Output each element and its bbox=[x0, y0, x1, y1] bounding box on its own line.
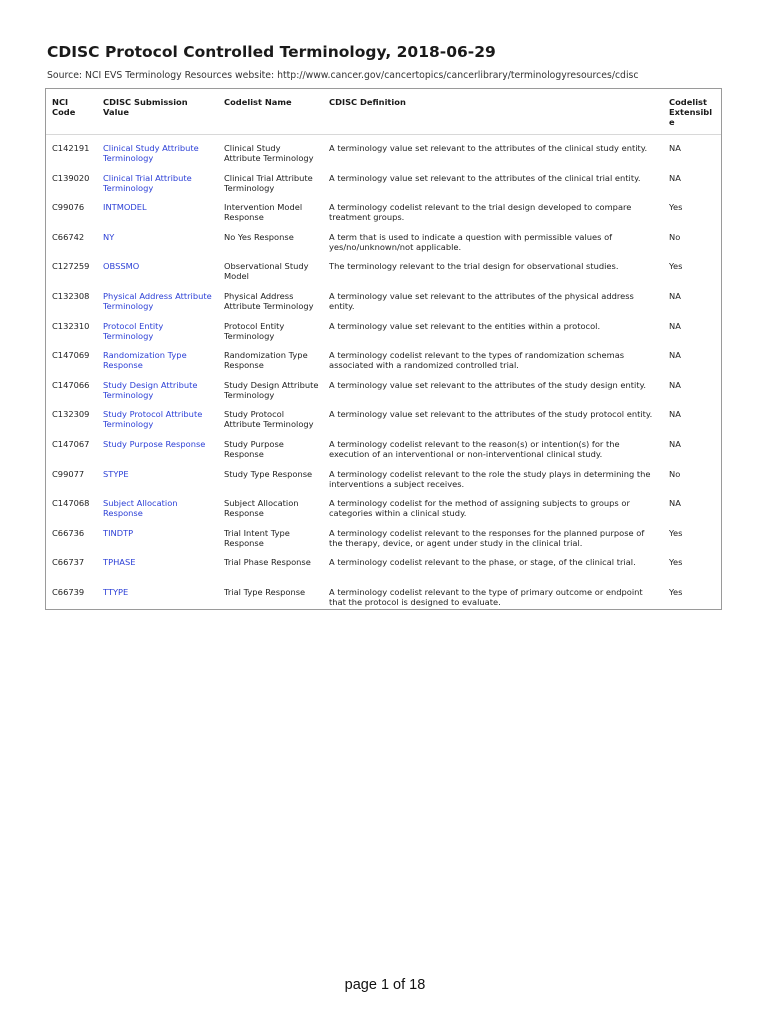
submission-value-link[interactable]: TPHASE bbox=[103, 557, 136, 568]
extensible-cell: NA bbox=[669, 379, 681, 390]
submission-value-link[interactable]: Study Protocol Attribute Terminology bbox=[103, 409, 203, 430]
submission-value-link[interactable]: STYPE bbox=[103, 468, 129, 479]
table-row bbox=[46, 224, 721, 254]
definition-cell: A terminology codelist relevant to the trial design developed to compare treatment groups. bbox=[329, 202, 632, 223]
table-row bbox=[46, 401, 721, 431]
extensible-cell: Yes bbox=[669, 527, 683, 538]
extensible-cell: No bbox=[669, 231, 681, 242]
submission-value-link[interactable]: Study Purpose Response bbox=[103, 438, 206, 449]
table-row bbox=[46, 372, 721, 402]
submission-value-link[interactable]: Physical Address Attribute Terminology bbox=[103, 290, 212, 311]
extensible-cell: Yes bbox=[669, 202, 683, 213]
submission-value-link[interactable]: TTYPE bbox=[103, 586, 129, 597]
nci-code-cell: C132310 bbox=[52, 320, 90, 331]
nci-code-cell: C66736 bbox=[52, 527, 85, 538]
nci-code-cell: C66742 bbox=[52, 231, 85, 242]
header-definition: CDISC Definition bbox=[329, 97, 406, 107]
table-row bbox=[46, 194, 721, 224]
header-codelist-name: Codelist Name bbox=[224, 97, 292, 107]
nci-code-cell: C66737 bbox=[52, 557, 85, 568]
definition-cell: A terminology codelist relevant to the reason(s) or intention(s) for the execution of an interventional or non-interventional clinical study. bbox=[329, 438, 620, 459]
table-row bbox=[46, 313, 721, 343]
nci-code-cell: C147069 bbox=[52, 350, 90, 361]
table-row bbox=[46, 461, 721, 491]
nci-code-cell: C66739 bbox=[52, 586, 85, 597]
nci-code-cell: C127259 bbox=[52, 261, 90, 272]
table-row bbox=[46, 579, 721, 609]
header-nci-code: NCI Code bbox=[52, 97, 76, 117]
extensible-cell: Yes bbox=[669, 261, 683, 272]
codelist-name-cell: Subject Allocation Response bbox=[224, 498, 299, 519]
codelist-name-cell: Trial Type Response bbox=[224, 586, 306, 597]
nci-code-cell: C147066 bbox=[52, 379, 90, 390]
extensible-cell: Yes bbox=[669, 557, 683, 568]
table-row bbox=[46, 490, 721, 520]
nci-code-cell: C147068 bbox=[52, 498, 90, 509]
definition-cell: A terminology codelist relevant to the role the study plays in determining the interventions a subject receives. bbox=[329, 468, 651, 489]
extensible-cell: NA bbox=[669, 409, 681, 420]
submission-value-link[interactable]: NY bbox=[103, 231, 115, 242]
nci-code-cell: C139020 bbox=[52, 172, 90, 183]
codelist-name-cell: Study Design Attribute Terminology bbox=[224, 379, 319, 400]
extensible-cell: NA bbox=[669, 350, 681, 361]
source-line: Source: NCI EVS Terminology Resources website: http://www.cancer.gov/cancertopics/cancerlibrary/terminologyresources/cdisc bbox=[47, 70, 639, 81]
nci-code-cell: C132309 bbox=[52, 409, 90, 420]
table-row bbox=[46, 165, 721, 195]
table-row bbox=[46, 342, 721, 372]
submission-value-link[interactable]: TINDTP bbox=[103, 527, 134, 538]
codelist-name-cell: Trial Intent Type Response bbox=[224, 527, 290, 548]
page-title: CDISC Protocol Controlled Terminology, 2018-06-29 bbox=[47, 43, 496, 61]
codelist-name-cell: Randomization Type Response bbox=[224, 350, 308, 371]
nci-code-cell: C147067 bbox=[52, 438, 90, 449]
submission-value-link[interactable]: Clinical Study Attribute Terminology bbox=[103, 143, 199, 163]
codelist-name-cell: Clinical Study Attribute Terminology bbox=[224, 143, 314, 163]
submission-value-link[interactable]: INTMODEL bbox=[103, 202, 147, 213]
codelist-name-cell: Protocol Entity Terminology bbox=[224, 320, 285, 341]
codelist-name-cell: Study Type Response bbox=[224, 468, 313, 479]
submission-value-link[interactable]: OBSSMO bbox=[103, 261, 140, 272]
extensible-cell: NA bbox=[669, 172, 681, 183]
extensible-cell: NA bbox=[669, 320, 681, 331]
nci-code-cell: C99076 bbox=[52, 202, 85, 213]
table-row bbox=[46, 135, 721, 165]
submission-value-link[interactable]: Subject Allocation Response bbox=[103, 498, 178, 519]
extensible-cell: NA bbox=[669, 143, 681, 153]
codelist-name-cell: Intervention Model Response bbox=[224, 202, 303, 223]
table-row bbox=[46, 520, 721, 550]
table-header-row bbox=[46, 89, 721, 135]
terminology-table bbox=[45, 88, 722, 610]
definition-cell: A terminology codelist relevant to the types of randomization schemas associated with a randomized controlled trial. bbox=[329, 350, 625, 371]
extensible-cell: NA bbox=[669, 290, 681, 301]
extensible-cell: No bbox=[669, 468, 681, 479]
table-row bbox=[46, 253, 721, 283]
header-submission-value: CDISC Submission Value bbox=[103, 97, 188, 117]
codelist-name-cell: No Yes Response bbox=[224, 231, 294, 242]
definition-cell: A terminology codelist relevant to the phase, or stage, of the clinical trial. bbox=[329, 557, 636, 568]
definition-cell: A terminology value set relevant to the attributes of the study design entity. bbox=[329, 379, 646, 390]
table-row bbox=[46, 283, 721, 313]
codelist-name-cell: Clinical Trial Attribute Terminology bbox=[224, 172, 313, 193]
nci-code-cell: C99077 bbox=[52, 468, 85, 479]
definition-cell: A terminology codelist for the method of assigning subjects to groups or categories within a clinical study. bbox=[329, 498, 630, 519]
definition-cell: A terminology value set relevant to the attributes of the study protocol entity. bbox=[329, 409, 653, 420]
definition-cell: The terminology relevant to the trial design for observational studies. bbox=[329, 261, 619, 272]
header-extensible: Codelist Extensible bbox=[669, 97, 713, 127]
codelist-name-cell: Study Protocol Attribute Terminology bbox=[224, 409, 314, 430]
table-row bbox=[46, 549, 721, 579]
submission-value-link[interactable]: Randomization Type Response bbox=[103, 350, 187, 371]
definition-cell: A terminology value set relevant to the entities within a protocol. bbox=[329, 320, 601, 331]
extensible-cell: Yes bbox=[669, 586, 683, 597]
page-number: page 1 of 18 bbox=[344, 977, 426, 993]
codelist-name-cell: Physical Address Attribute Terminology bbox=[224, 290, 314, 311]
extensible-cell: NA bbox=[669, 498, 681, 509]
definition-cell: A terminology codelist relevant to the responses for the planned purpose of the therapy, device, or agent under study in the clinical trial. bbox=[329, 527, 645, 548]
nci-code-cell: C132308 bbox=[52, 290, 90, 301]
definition-cell: A terminology value set relevant to the attributes of the clinical study entity. bbox=[329, 143, 648, 153]
submission-value-link[interactable]: Protocol Entity Terminology bbox=[103, 320, 164, 341]
definition-cell: A terminology value set relevant to the attributes of the clinical trial entity. bbox=[329, 172, 641, 183]
codelist-name-cell: Observational Study Model bbox=[224, 261, 309, 282]
definition-cell: A terminology codelist relevant to the type of primary outcome or endpoint that the protocol is designed to evaluate. bbox=[329, 586, 643, 607]
codelist-name-cell: Trial Phase Response bbox=[224, 557, 311, 568]
definition-cell: A term that is used to indicate a question with permissible values of yes/no/unknown/not applicable. bbox=[329, 231, 613, 252]
definition-cell: A terminology value set relevant to the attributes of the physical address entity. bbox=[329, 290, 634, 311]
table-row bbox=[46, 431, 721, 461]
codelist-name-cell: Study Purpose Response bbox=[224, 438, 284, 459]
submission-value-link[interactable]: Study Design Attribute Terminology bbox=[103, 379, 198, 400]
nci-code-cell: C142191 bbox=[52, 143, 90, 153]
extensible-cell: NA bbox=[669, 438, 681, 449]
submission-value-link[interactable]: Clinical Trial Attribute Terminology bbox=[103, 172, 192, 193]
